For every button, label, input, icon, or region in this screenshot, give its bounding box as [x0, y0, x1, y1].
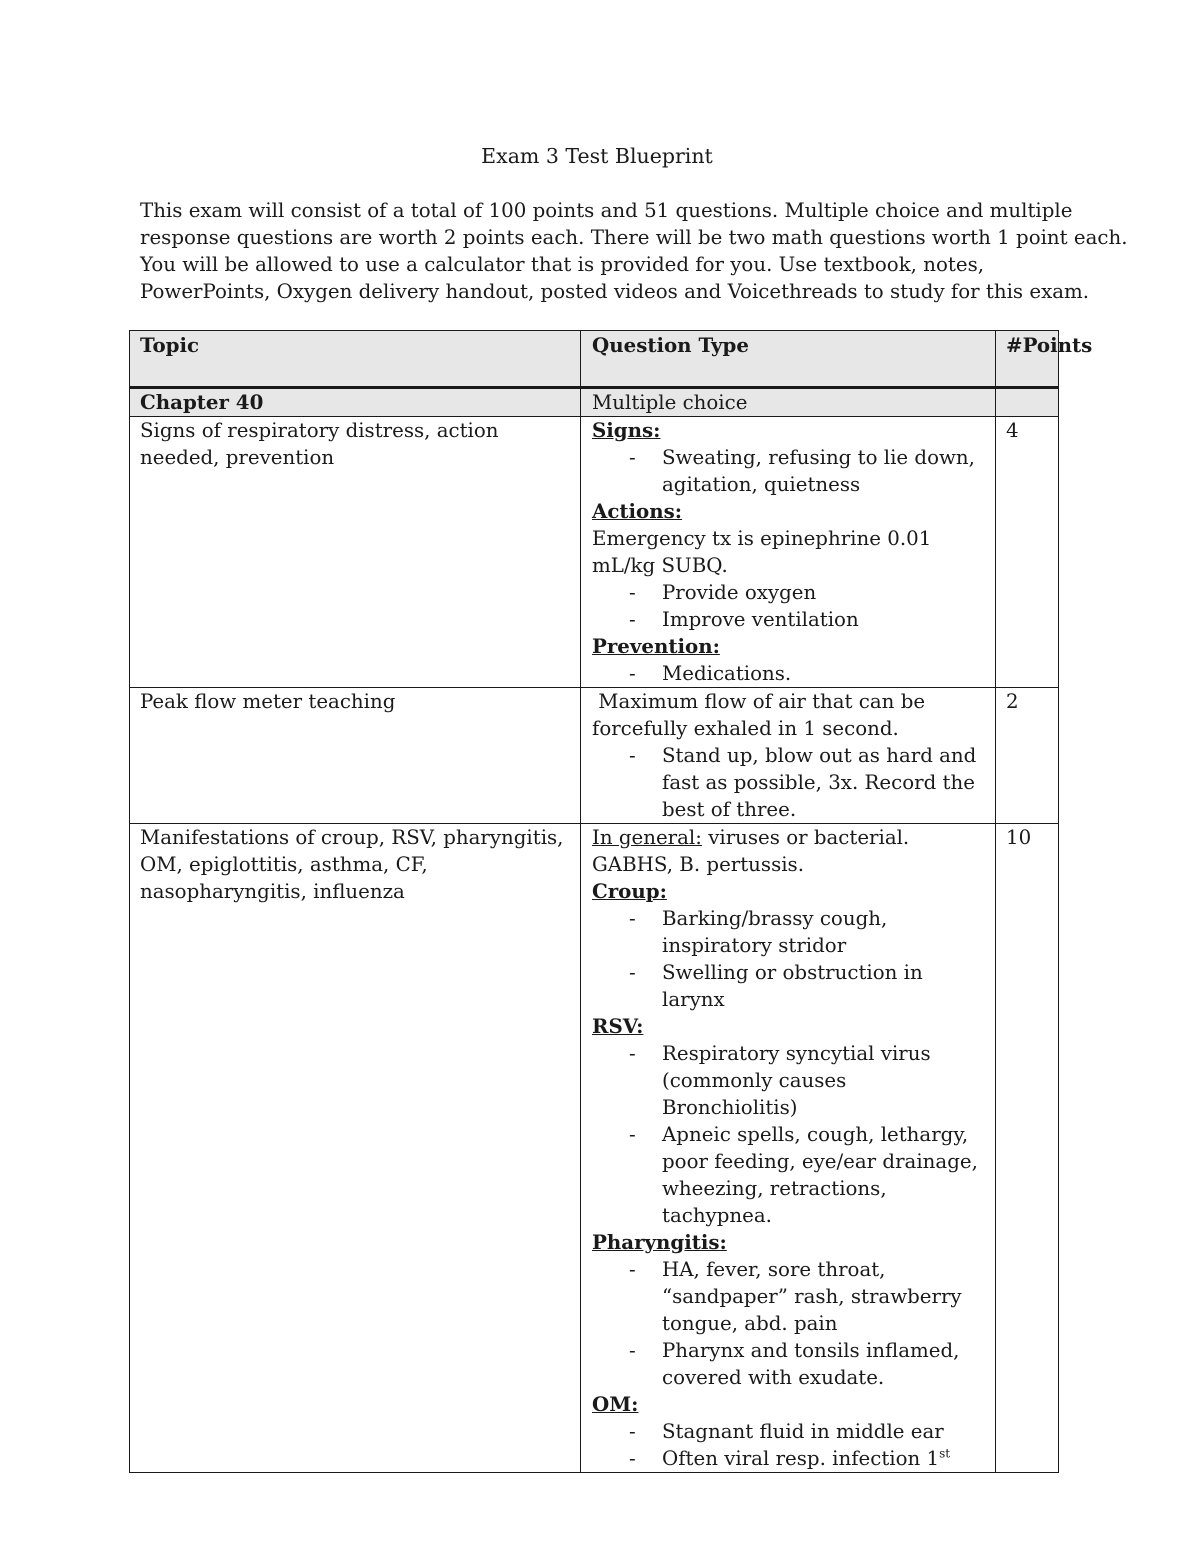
list-item: - HA, fever, sore throat, “sandpaper” rash, strawberry tongue, abd. pain [592, 1256, 987, 1337]
intro-line: PowerPoints, Oxygen delivery handout, posted videos and Voicethreads to study for this exam. [140, 280, 1090, 303]
header-question-type: Question Type [581, 331, 996, 388]
intro-paragraph [140, 197, 1128, 305]
table-header-row [130, 331, 1059, 388]
rsv-heading: RSV: [592, 1014, 644, 1038]
table-row [130, 824, 1059, 1473]
list-item: - Improve ventilation [592, 606, 987, 633]
list-item: - Apneic spells, cough, lethargy, poor feeding, eye/ear drainage, wheezing, retractions, tachypnea. [592, 1121, 987, 1229]
row-question-type [581, 417, 996, 688]
list-item: - Sweating, refusing to lie down, agitation, quietness [592, 444, 987, 498]
list-item [592, 1445, 987, 1472]
peak-flow-text: Maximum flow of air that can be forcefully exhaled in 1 second. [592, 690, 932, 740]
header-points: #Points [996, 331, 1059, 388]
table-row [130, 417, 1059, 688]
list-item: - Stagnant fluid in middle ear [592, 1418, 987, 1445]
table-row [130, 688, 1059, 824]
prevention-heading: Prevention: [592, 634, 720, 658]
general-label: In general: [592, 826, 702, 849]
om-bullet-text: Often viral resp. infection 1 [662, 1447, 940, 1470]
blueprint-table [129, 330, 1093, 1473]
chapter-topic: Chapter 40 [130, 388, 581, 417]
chapter-row [130, 388, 1059, 417]
list-item: - Medications. [592, 660, 987, 687]
row-points: 2 [996, 688, 1059, 824]
actions-text: Emergency tx is epinephrine 0.01 mL/kg SUBQ. [592, 527, 932, 577]
actions-heading: Actions: [592, 499, 683, 523]
chapter-points [996, 388, 1059, 417]
row-question-type [581, 824, 996, 1473]
page-title: Exam 3 Test Blueprint [481, 144, 713, 168]
croup-heading: Croup: [592, 879, 667, 903]
general-line [592, 824, 987, 878]
intro-line: You will be allowed to use a calculator that is provided for you. Use textbook, notes, [140, 253, 985, 276]
header-topic: Topic [130, 331, 581, 388]
row-topic: Peak flow meter teaching [130, 688, 581, 824]
pharyngitis-heading: Pharyngitis: [592, 1230, 727, 1254]
chapter-question-type: Multiple choice [581, 388, 996, 417]
list-item: - Provide oxygen [592, 579, 987, 606]
list-item: - Respiratory syncytial virus (commonly causes Bronchiolitis) [592, 1040, 987, 1121]
general-text: viruses or bacterial. GABHS, B. pertussis. [592, 826, 916, 876]
list-item: - Stand up, blow out as hard and fast as possible, 3x. Record the best of three. [592, 742, 987, 823]
row-question-type [581, 688, 996, 824]
list-item: - Pharynx and tonsils inflamed, covered with exudate. [592, 1337, 987, 1391]
intro-line: This exam will consist of a total of 100 points and 51 questions. Multiple choice and multiple [140, 199, 1073, 222]
row-topic: Signs of respiratory distress, action needed, prevention [130, 417, 581, 688]
row-topic: Manifestations of croup, RSV, pharyngitis, OM, epiglottitis, asthma, CF, nasopharyngitis, influenza [130, 824, 581, 1473]
om-heading: OM: [592, 1392, 639, 1416]
row-points: 4 [996, 417, 1059, 688]
superscript: st [939, 1446, 951, 1461]
intro-line: response questions are worth 2 points each. There will be two math questions worth 1 point each. [140, 226, 1128, 249]
signs-heading: Signs: [592, 418, 661, 442]
row-points: 10 [996, 824, 1059, 1473]
list-item: - Barking/brassy cough, inspiratory stridor [592, 905, 987, 959]
list-item: - Swelling or obstruction in larynx [592, 959, 987, 1013]
